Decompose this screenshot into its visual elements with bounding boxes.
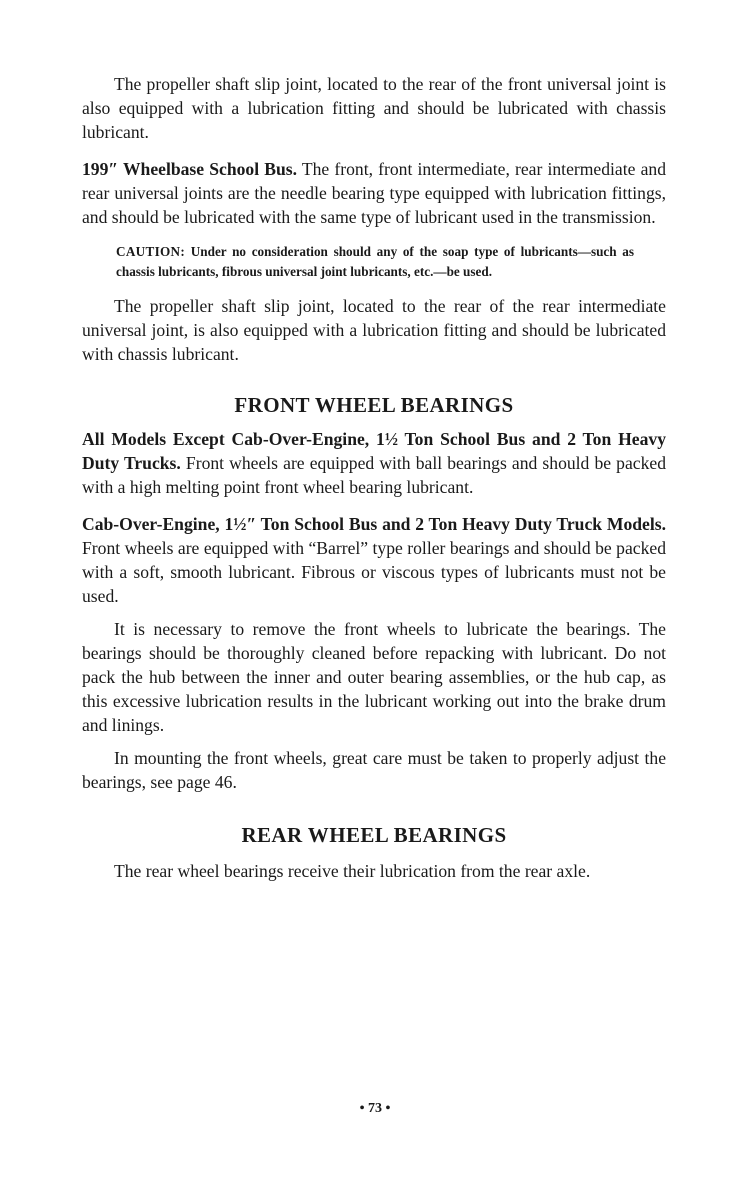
caution-label: CAUTION:: [116, 244, 186, 259]
remove-wheels-paragraph: It is necessary to remove the front wheels to lubricate the bearings. The bearings should be thoroughly cleaned before repacking with lubricant. Do not pack the hub between the inner and outer bearing assemblies, or the hub cap, as this excessive lubrication results in the lubricant working out into the brake drum and linings.: [82, 619, 666, 735]
page-content: [82, 72, 666, 883]
mounting-paragraph: In mounting the front wheels, great care must be taken to properly adjust the bearings, see page 46.: [82, 748, 666, 792]
rear-slip-joint-paragraph: The propeller shaft slip joint, located to the rear of the rear intermediate universal joint, is also equipped with a lubrication fitting and should be lubricated with chassis lubricant.: [82, 296, 666, 364]
school-bus-text: The front, front intermediate, rear intermediate and rear universal joints are the needle bearing type equipped with lubrication fittings, and should be lubricated with the same type of lubricant used in the transmission.: [82, 159, 666, 227]
page-number: • 73 •: [359, 1101, 391, 1116]
all-models-lead: All Models Except Cab-Over-Engine, 1½ Ton School Bus and 2 Ton Heavy Duty Trucks.: [82, 429, 666, 473]
school-bus-paragraph: [82, 157, 666, 229]
cab-over-engine-paragraph: [82, 512, 666, 608]
all-models-text: Front wheels are equipped with ball bearings and should be packed with a high melting point front wheel bearing lubricant.: [82, 453, 667, 497]
rear-wheel-paragraph: The rear wheel bearings receive their lubrication from the rear axle.: [114, 861, 591, 881]
caution-text: Under no consideration should any of the soap type of lubricants—such as chassis lubricants, fibrous universal joint lubricants, etc.—be used.: [116, 244, 634, 279]
cab-over-engine-lead: Cab-Over-Engine, 1½″ Ton School Bus and 2 Ton Heavy Duty Truck Models.: [82, 514, 666, 534]
slip-joint-paragraph: The propeller shaft slip joint, located to the rear of the front universal joint is also equipped with a lubrication fitting and should be lubricated with chassis lubricant.: [82, 74, 666, 142]
school-bus-lead: 199″ Wheelbase School Bus.: [82, 159, 298, 179]
front-wheel-bearings-heading: FRONT WHEEL BEARINGS: [234, 393, 514, 417]
all-models-paragraph: [82, 427, 666, 499]
caution-note: [116, 242, 634, 281]
rear-wheel-bearings-heading: REAR WHEEL BEARINGS: [241, 823, 507, 847]
cab-over-engine-text: Front wheels are equipped with “Barrel” type roller bearings and should be packed with a soft, smooth lubricant. Fibrous or viscous types of lubricants must not be used.: [82, 538, 666, 606]
